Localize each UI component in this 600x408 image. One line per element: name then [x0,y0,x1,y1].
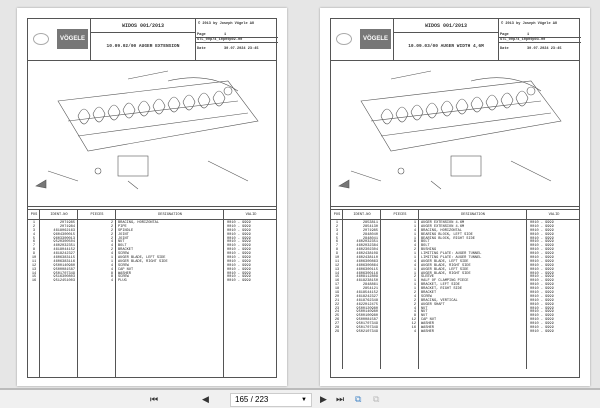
copyright: © 2013 by Joseph Vögele AG [198,22,255,26]
pieces: 2 [413,302,416,307]
ident-no: 2854130 [362,224,378,229]
seal-logo-icon [336,33,352,45]
pieces: 4 [413,259,416,264]
col-designation: DESIGNATION [461,213,485,217]
col-pos: POS [333,213,341,217]
ident-no: 9516300803 [53,275,75,280]
pieces: 2 [110,248,113,253]
drawing-area [331,61,579,207]
valid: 0010 - 9999 [530,271,554,276]
pieces: 8 [110,271,113,276]
pieces: 8 [413,240,416,245]
ident-no: 9604300015 [53,232,75,237]
valid: 0010 - 9999 [530,267,554,272]
catalog-title: WIDOS 001/2013 [91,19,196,33]
col-pieces: PIECES [393,213,407,217]
designation: BEARING BLOCK, RIGHT SIDE [421,236,475,241]
pieces: 1 [413,221,416,225]
date: 30.07.2024 23:45 [527,47,562,51]
designation: PIPE [118,224,127,229]
drawing-area [28,61,276,207]
designation: CAP NUT [421,318,437,323]
pieces: 4 [413,329,416,334]
pos: 10 [334,256,340,261]
valid: 0010 - 9999 [227,228,251,233]
pos: 3 [335,228,339,233]
meta-block [499,33,581,56]
pieces: 2 [110,228,113,233]
pieces: 1 [413,252,416,257]
pos: 8 [32,248,36,253]
page-indicator: 165 / 223 [235,395,269,404]
designation: SCREW [421,294,432,299]
section-title: 10.09.02/00 AUGER EXTENSION [91,33,196,61]
designation: AUGER BLADE, RIGHT SIDE [118,259,168,264]
valid: 0010 - 9999 [530,232,554,237]
copyright: © 2013 by Joseph Vögele AG [501,22,558,26]
title-block [331,19,579,61]
designation: LIMITING PLATE: AUGER TUNNEL [421,256,482,261]
pieces: 4 [110,267,113,272]
designation: HALF OF CLAMPING PIECE [421,279,469,284]
page-no: 1 [527,33,530,37]
pieces: 2 [110,232,113,237]
pieces: 4 [110,279,113,284]
designation: AUGER EXTENSION 4.6M [421,224,465,229]
pos: 19 [334,291,340,296]
designation: SCREW [118,263,129,268]
ident-no: 9500120980 [356,306,378,311]
valid: 0010 - 9999 [530,291,554,296]
pdf-page-right [320,8,590,386]
pdf-page-left [17,8,287,386]
col-valid: VALID [245,213,257,217]
valid: 0010 - 9999 [530,298,554,303]
pos: 4 [335,232,339,237]
single-page-icon[interactable]: ⧉ [355,394,362,404]
ident-no: 9512451003 [53,279,75,284]
pieces: 1 [413,232,416,237]
designation: WASHER [421,326,434,331]
valid: 0010 - 9999 [530,236,554,241]
designation: NUT [118,240,125,245]
valid: 0010 - 9999 [530,329,554,334]
col-pieces: PIECES [90,213,104,217]
valid: 0010 - 9999 [530,314,554,319]
pos: 15 [334,275,340,280]
seal-logo-icon [33,33,49,45]
pos: 7 [32,244,36,249]
valid: 0010 - 9999 [530,283,554,288]
pos: 9 [335,252,339,257]
designation: BRACING, HORIZONTAL [421,228,462,233]
pos: 4 [32,232,36,237]
logo-area [28,19,91,61]
valid: 0010 - 9999 [530,248,554,253]
col-ident: IDENT-NO [353,213,371,217]
valid: 0010 - 9999 [530,294,554,299]
valid: 0010 - 9999 [530,326,554,331]
designation: BOLT [421,240,430,245]
ident-no: 4602032351 [356,240,378,245]
valid: 0010 - 9999 [530,256,554,261]
designation: JOINT [118,236,129,241]
page-navigation-toolbar [0,388,600,408]
ident-no: 2854121 [362,287,378,292]
valid: 0010 - 9999 [227,244,251,249]
valid: 0010 - 9999 [227,252,251,257]
valid: 0010 - 9999 [530,302,554,307]
logo-area [331,19,394,61]
pieces: 16 [411,326,416,331]
valid: 0010 - 9999 [530,252,554,257]
meta-block [196,33,278,56]
ident-no: 2853811 [362,221,378,225]
designation: NUT [421,310,428,315]
designation: JOINT [118,232,129,237]
page-number-select[interactable] [230,393,312,407]
ident-no: 2848040 [362,232,378,237]
designation: WASHER [118,271,131,276]
page-label: Page [197,33,206,37]
pieces: 1 [110,256,113,261]
ident-no: 9501707349 [53,271,75,276]
designation: BRACKET, RIGHT SIDE [421,287,462,292]
designation: SCREW [118,252,129,257]
ident-no: 9500081587 [356,318,378,323]
pieces: 2 [413,275,416,280]
pieces: 4 [110,240,113,245]
designation: BEARING BLOCK, LEFT SIDE [421,232,473,237]
designation: SLEEVE [421,275,434,280]
valid: 0010 - 9999 [530,221,554,225]
pieces: 2 [110,224,113,229]
ident-no: 2848861 [362,283,378,288]
table-row [28,280,276,284]
ident-no: 4606383115 [53,256,75,261]
pos: 13 [334,267,340,272]
ident-no: 4602032384 [356,244,378,249]
designation: BUSHING [421,248,437,253]
ident-no: 4602032351 [53,244,75,249]
valid: 0010 - 9999 [530,228,554,233]
designation: AUGER BLADE, LEFT SIDE [118,256,166,261]
designation: WASHER [421,322,434,327]
valid: 0010 - 9999 [227,240,251,245]
sheet-frame [27,18,277,378]
pieces: 2 [413,248,416,253]
designation: BOLT [421,244,430,249]
date: 30.07.2024 23:45 [224,47,259,51]
designation: AUGER SHAFT [421,302,445,307]
valid: 0010 - 9999 [227,248,251,253]
pos: 3 [32,228,36,233]
ident-no: 4606300864 [356,263,378,268]
pieces: 4 [110,263,113,268]
ident-no: 4608112809 [356,275,378,280]
pieces: 4 [110,244,113,249]
ident-no: 2071985 [362,228,378,233]
pos: 6 [335,240,339,245]
ident-no: 4602302304 [356,248,378,253]
valid: 0010 - 9999 [530,318,554,323]
valid: 0010 - 9999 [227,224,251,229]
pieces: 12 [411,322,416,327]
table-header [28,210,276,220]
ident-no: 9500140980 [356,310,378,315]
brand-logo: VÖGELE [360,29,391,49]
pos: 17 [334,283,340,288]
pieces: 4 [110,252,113,257]
pieces: 4 [413,244,416,249]
valid: 0010 - 9999 [530,306,554,311]
parts-table [28,209,276,377]
designation: SPINDLE [118,228,134,233]
pos: 12 [31,263,37,268]
ident-no: 4618062163 [53,228,75,233]
valid: 0010 - 9999 [227,232,251,237]
ident-no: 9500140980 [53,263,75,268]
designation: AUGER BLADE, RIGHT SIDE [421,263,471,268]
ident-no: 9501707349 [356,322,378,327]
pos: 2 [335,224,339,229]
page-no: 1 [224,33,227,37]
pieces: 1 [110,259,113,264]
parts-table [331,209,579,369]
pieces: 4 [413,263,416,268]
doc-id: STL_09p74_10p09p03-00 [500,38,546,42]
valid: 0010 - 9999 [530,259,554,264]
designation: CAP NUT [118,267,134,272]
valid: 0010 - 9999 [530,310,554,315]
designation: AUGER BLADE, LEFT SIDE [421,259,469,264]
ident-no: 4618544152 [356,291,378,296]
ident-no: 4618238150 [356,279,378,284]
designation: BRACKET [421,291,437,296]
valid: 0010 - 9999 [530,244,554,249]
prev-page-icon[interactable]: ◀ [202,394,209,404]
pos: 5 [32,236,36,241]
pieces: 4 [413,306,416,311]
designation: BRACING, HORIZONTAL [118,221,159,225]
ident-no: 2071984 [59,224,75,229]
doc-id: STL_09p74_10p09p02-00 [197,38,243,42]
pos: 25 [334,314,340,319]
valid: 0010 - 9999 [227,271,251,276]
valid: 0010 - 9999 [530,275,554,280]
table-row [331,331,579,335]
pos: 12 [334,263,340,268]
valid: 0010 - 9999 [530,279,554,284]
pos: 1 [32,221,36,225]
valid: 0010 - 9999 [530,224,554,229]
col-valid: VALID [548,213,560,217]
pos: 11 [31,259,37,264]
ident-no: 4618242327 [53,252,75,257]
pieces: 1 [413,271,416,276]
pos: 21 [334,298,340,303]
ident-no: 9502107349 [356,329,378,334]
two-page-icon[interactable]: ⧉ [373,394,380,404]
designation: WASHER [421,329,434,334]
valid: 0010 - 9999 [227,267,251,272]
pieces: 1 [413,267,416,272]
valid: 0010 - 9999 [530,287,554,292]
ident-no: 4602438110 [356,256,378,261]
valid: 0010 - 9999 [227,275,251,280]
valid: 0010 - 9999 [227,279,251,284]
pieces: 1 [413,287,416,292]
pos: 13 [31,267,37,272]
ident-no: 4618762348 [356,298,378,303]
pieces: 8 [110,275,113,280]
pieces: 2 [110,221,113,225]
ident-no: 4618044152 [53,248,75,253]
pieces: 1 [413,256,416,261]
designation: AUGER BLADE, LEFT SIDE [421,267,469,272]
pos: 15 [31,275,37,280]
table-header [331,210,579,220]
ident-no: 9501707349 [356,326,378,331]
designation: AUGER BLADE, RIGHT SIDE [421,271,471,276]
designation: LIMITING PLATE: AUGER TUNNEL [421,252,482,257]
pieces: 12 [411,318,416,323]
ident-no: 2848041 [362,236,378,241]
pieces: 1 [413,279,416,284]
pos: 18 [334,287,340,292]
pos: 27 [334,322,340,327]
pos: 8 [335,248,339,253]
ident-no: 4622012475 [356,302,378,307]
pieces: 2 [413,291,416,296]
valid: 0010 - 9999 [227,263,251,268]
valid: 0010 - 9999 [227,259,251,264]
pieces: 2 [413,298,416,303]
first-page-icon[interactable]: ⏮ [150,394,159,404]
pieces: 4 [413,228,416,233]
pos: 16 [31,279,37,284]
valid: 0010 - 9999 [530,263,554,268]
designation: NUT [421,314,428,319]
pos: 10 [31,256,37,261]
title-block [28,19,276,61]
ident-no: 4606300863 [356,259,378,264]
pos: 16 [334,279,340,284]
pos: 22 [334,302,340,307]
pos: 1 [335,221,339,225]
designation: BRACKET, LEFT SIDE [421,283,460,288]
ident-no: 4602438109 [356,252,378,257]
designation: BRACING, VERTICAL [421,298,458,303]
valid: 0010 - 9999 [227,256,251,261]
exploded-parts-drawing [331,61,581,207]
valid: 0010 - 9999 [530,322,554,327]
exploded-parts-drawing [28,61,278,207]
ident-no: 4606383116 [53,259,75,264]
designation: NUT [421,306,428,311]
valid: 0010 - 9999 [530,240,554,245]
catalog-title: WIDOS 001/2013 [394,19,499,33]
pos: 28 [334,326,340,331]
pos: 11 [334,259,340,264]
pieces: 2 [110,236,113,241]
pos: 14 [31,271,37,276]
ident-no: 4606300116 [356,271,378,276]
pieces: 1 [413,283,416,288]
pos: 9 [32,252,36,257]
pieces: 4 [413,310,416,315]
ident-no: 9500100980 [356,314,378,319]
col-pos: POS [30,213,38,217]
sheet-frame [330,18,580,378]
col-ident: IDENT-NO [50,213,68,217]
chevron-down-icon: ▼ [301,397,307,403]
ident-no: 2071985 [59,221,75,225]
ident-no: 4606300115 [356,267,378,272]
designation: AUGER EXTENSION 4.6M [421,221,465,225]
pieces: 1 [413,236,416,241]
designation: PLUG [118,279,127,284]
ident-no: 9520300504 [53,240,75,245]
pos: 14 [334,271,340,276]
last-page-icon[interactable]: ⏭ [336,394,345,404]
section-title: 10.09.03/00 AUGER WIDTH 4,6M [394,33,499,61]
brand-logo: VÖGELE [57,29,88,49]
pos: 7 [335,244,339,249]
designation: BRACKET [118,248,134,253]
pos: 6 [32,240,36,245]
date-label: Date [500,47,509,51]
page-label: Page [500,33,509,37]
valid: 0010 - 9999 [227,221,251,225]
pos: 23 [334,306,340,311]
next-page-icon[interactable]: ▶ [320,394,327,404]
pieces: 1 [413,224,416,229]
ident-no: 9603300013 [53,236,75,241]
col-designation: DESIGNATION [158,213,182,217]
pos: 2 [32,224,36,229]
ident-no: 9500081587 [53,267,75,272]
valid: 0010 - 9999 [227,236,251,241]
pieces: 4 [413,294,416,299]
pos: 20 [334,294,340,299]
pos: 26 [334,318,340,323]
pos: 29 [334,329,340,334]
designation: BOLT [118,244,127,249]
pos: 5 [335,236,339,241]
ident-no: 4618242327 [356,294,378,299]
designation: SCREW [118,275,129,280]
pos: 24 [334,310,340,315]
pieces: 8 [413,314,416,319]
date-label: Date [197,47,206,51]
